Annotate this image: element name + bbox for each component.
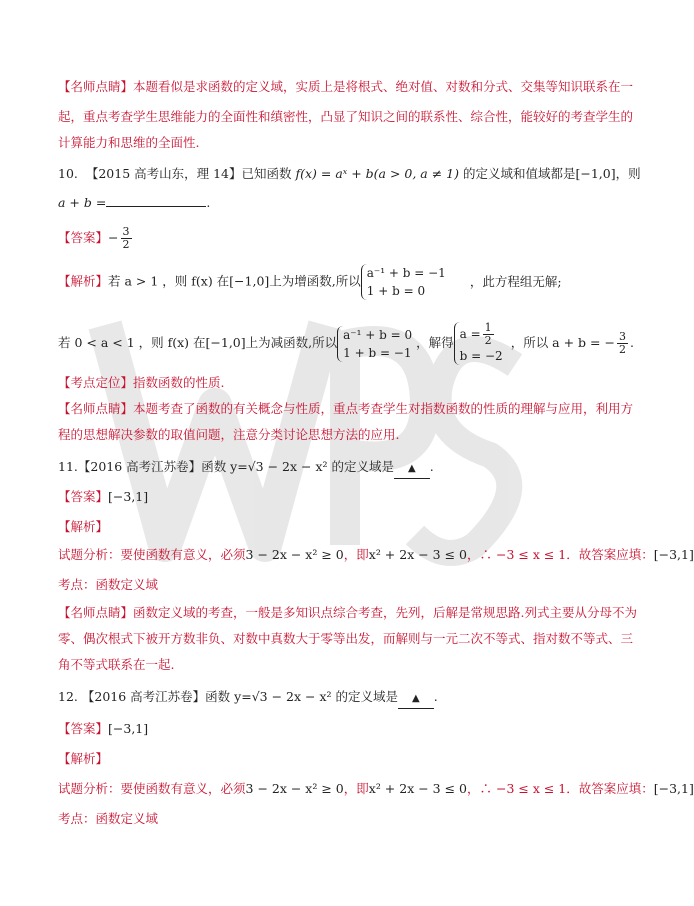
q11-text-c: . [429,459,434,474]
q12-stem [58,688,590,709]
q11-root: √3 − 2x − x² [247,459,328,474]
q12-fx-b: ，即 [343,781,369,796]
q10-jx1-c: ，此方程组无解; [469,273,562,289]
q10-jx2-interval: [−1,0] [205,335,246,350]
q11-stem [58,458,590,479]
tip-line-2: 起，重点考查学生思维能力的全面性和缜密性，凸显了知识之间的联系性、综合性，能较好的考查学生的 [58,109,634,124]
q10-jx2-num: 3 [618,330,626,343]
q10-sys2-eq1: a⁻¹ + b = 0 [343,327,413,342]
q11-text-a: 函数 y= [201,459,248,474]
q10-sol-a: a = [459,327,481,341]
q10-jx1-interval: [−1,0] [229,273,270,289]
q10-answer-blank [106,194,206,207]
q12-answer [58,720,590,738]
q10-answer-fraction [121,226,132,251]
q12-answer-value: [−3,1] [108,721,149,736]
q10-jx2-a: 若 0 < a < 1 ，则 f(x) 在 [58,335,206,350]
q11-answer [58,488,590,506]
tip-text: 本题看似是求函数的定义域，实质上是将根式、绝对值、对数和分式、交集等知识联系在一 [133,79,634,94]
q10-analysis-2 [58,321,634,365]
q10-point [58,374,590,392]
q12-fx-a: 试题分析：要使函数有意义，必须 [58,781,246,796]
q10-analysis-tag: 【解析】 [58,273,109,289]
q10-sum: a + b = [58,195,107,210]
q12-triangle: ▲ [412,693,420,704]
q11-fx-ans: [−3,1] [653,547,694,562]
q10-interval: [−1,0] [575,166,616,181]
q11-tip-text-1: 函数定义域的考查，一般是多知识点综合考查，先列，后解是常规思路.列式主要从分母不为 [133,605,637,620]
q12-root: √3 − 2x − x² [251,689,332,704]
q11-answer-value: [−3,1] [108,489,149,504]
q11-tip-3: 角不等式联系在一起. [58,657,175,672]
q11-analysis [58,546,694,564]
q12-fx-c: ，∴ −3 ≤ x ≤ 1．故答案应填： [467,781,654,796]
q12-fx-e1: 3 − 2x − x² ≥ 0 [245,781,344,796]
q10-jx1-b: 上为增函数,所以 [269,273,361,289]
q10-analysis-1 [58,264,590,300]
q12-source: 【2016 高考江苏卷】 [81,689,206,704]
q12-text-b: 的定义域是 [331,689,398,704]
q10-text-b: 的定义域和值域都是 [459,166,576,181]
q10-jx2-b: 上为减函数,所以 [245,335,338,350]
q11-tip-tag: 【名师点睛】 [58,605,134,620]
q10-blank-line: a + b = . [58,195,211,210]
q10-jx2-c: ，解得 [416,335,454,350]
q11-fx-e2: x² + 2x − 3 ≤ 0 [368,547,467,562]
q11-point: 考点：函数定义域 [58,577,159,592]
q10-answer [58,226,590,251]
q10-answer-tag: 【答案】 [58,230,109,245]
q10-jx2-d: ，所以 a + b = − [510,335,615,350]
q11-tip-2: 零、偶次根式下被开方数非负、对数中真数大于零等出发，而解则与一元二次不等式、指对数不等式、三 [58,631,634,646]
q11-fx-a: 试题分析：要使函数有意义，必须 [58,547,246,562]
q10-sys2-eq2: 1 + b = −1 [343,345,412,360]
q12-analysis [58,780,694,798]
q10-tip-2: 程的思想解决参数的取值问题，注意分类讨论思想方法的应用. [58,427,400,442]
q11-tip-1 [58,604,637,622]
q10-source: 【2015 高考山东，理 14】 [85,166,242,181]
q10-function: f(x) = aˣ + b(a > 0, a ≠ 1) [295,166,460,181]
q10-sol-num: 1 [484,321,492,334]
q10-system-1 [361,264,446,300]
q10-sol-den: 2 [484,334,492,347]
q12-number: 12. [58,689,78,704]
q10-sys1-eq1: a⁻¹ + b = −1 [366,266,446,280]
q11-number: 11. [58,459,78,474]
q12-point: 考点：函数定义域 [58,811,159,826]
q10-stem [58,165,641,183]
q12-text-c: . [433,689,438,704]
tip-line-3: 计算能力和思维的全面性. [58,135,200,150]
q11-answer-tag: 【答案】 [58,489,109,504]
q10-answer-numerator: 3 [122,225,130,238]
q11-fx-e1: 3 − 2x − x² ≥ 0 [245,547,344,562]
tip-line-1 [58,78,634,96]
q12-fx-e2: x² + 2x − 3 ≤ 0 [368,781,467,796]
q10-sys1-eq2: 1 + b = 0 [366,284,426,298]
q11-fx-b: ，即 [343,547,369,562]
q10-tip-text-1: 本题考查了函数的有关概念与性质，重点考查学生对指数函数的性质的理解与应用，利用方 [133,401,634,416]
q10-answer-sign: − [108,230,119,245]
q10-tip-1 [58,400,634,418]
q10-sol-b: b = −2 [459,349,503,363]
q12-answer-tag: 【答案】 [58,721,109,736]
q10-number: 10. [58,166,78,181]
q11-text-b: 的定义域是 [327,459,395,474]
q10-solution-system [454,322,503,365]
q12-text-a: 函数 y= [205,689,252,704]
q11-analysis-tag: 【解析】 [58,519,109,534]
q10-text-a: 已知函数 [241,166,296,181]
q10-jx2-den: 2 [618,343,626,356]
q10-answer-denominator: 2 [122,238,130,251]
q10-jx1-a: 若 a > 1 ，则 f(x) 在 [108,273,230,289]
q10-jx2-fraction [617,331,628,356]
q10-text-c: ，则 [615,166,641,181]
q10-tip-tag: 【名师点睛】 [58,401,134,416]
q12-analysis-tag: 【解析】 [58,751,109,766]
q10-sol-fraction [483,322,494,347]
q10-point-text: 指数函数的性质. [133,375,225,390]
q11-source: 【2016 高考江苏卷】 [77,459,202,474]
q11-fx-c: ，∴ −3 ≤ x ≤ 1．故答案应填： [467,547,654,562]
q10-point-tag: 【考点定位】 [58,375,134,390]
tip-tag: 【名师点睛】 [58,79,134,94]
q10-system-2 [337,326,412,362]
q12-fx-ans: [−3,1] [653,781,694,796]
q11-triangle: ▲ [408,463,416,474]
q10-jx2-end: . [629,335,634,350]
